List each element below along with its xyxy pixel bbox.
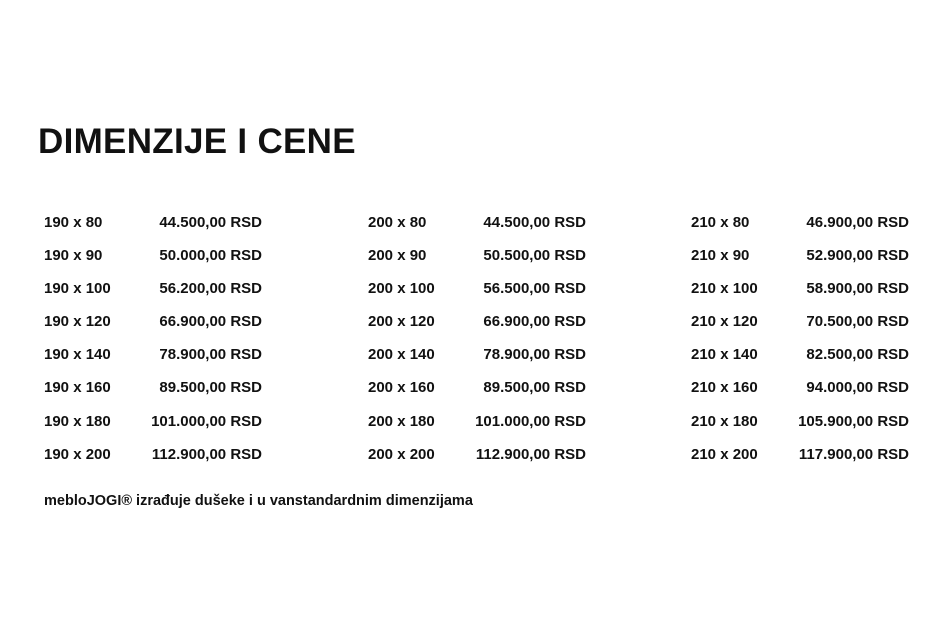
- price-row: [44, 338, 262, 371]
- price-value: 82.500,00 RSD: [806, 346, 909, 364]
- price-row: [691, 338, 909, 371]
- dimension-label: 190 x 140: [44, 346, 111, 364]
- page-title: DIMENZIJE I CENE: [38, 122, 356, 161]
- price-column-200: [368, 206, 586, 471]
- price-row: [44, 305, 262, 338]
- dimension-label: 210 x 160: [691, 379, 758, 397]
- dimension-label: 200 x 200: [368, 445, 435, 463]
- price-column-190: [44, 206, 262, 471]
- price-row: [691, 305, 909, 338]
- dimension-label: 200 x 80: [368, 214, 427, 231]
- price-column-210: [691, 206, 909, 471]
- price-row: [44, 272, 262, 305]
- price-row: [691, 206, 909, 239]
- price-row: [368, 405, 586, 438]
- price-value: 101.000,00 RSD: [151, 412, 262, 430]
- dimension-label: 210 x 140: [691, 346, 758, 364]
- price-value: 50.500,00 RSD: [483, 247, 586, 265]
- price-row: [368, 438, 586, 471]
- dimension-label: 200 x 140: [368, 346, 435, 364]
- price-row: [44, 438, 262, 471]
- dimension-label: 210 x 200: [691, 445, 758, 463]
- price-value: 58.900,00 RSD: [806, 280, 909, 298]
- price-value: 50.000,00 RSD: [159, 247, 262, 265]
- price-row: [44, 239, 262, 272]
- dimension-label: 200 x 100: [368, 280, 435, 298]
- price-row: [691, 272, 909, 305]
- price-row: [368, 239, 586, 272]
- dimension-label: 190 x 90: [44, 247, 103, 265]
- price-value: 112.900,00 RSD: [475, 445, 586, 463]
- price-row: [691, 239, 909, 272]
- price-value: 44.500,00 RSD: [483, 214, 586, 231]
- price-value: 94.000,00 RSD: [806, 379, 909, 397]
- price-value: 56.200,00 RSD: [159, 280, 262, 298]
- price-row: [368, 206, 586, 239]
- price-value: 78.900,00 RSD: [159, 346, 262, 364]
- dimension-label: 190 x 160: [44, 379, 111, 397]
- price-value: 70.500,00 RSD: [806, 313, 909, 331]
- price-value: 89.500,00 RSD: [483, 379, 586, 397]
- dimension-label: 210 x 100: [691, 280, 758, 298]
- price-row: [368, 338, 586, 371]
- dimension-label: 190 x 200: [44, 445, 111, 463]
- dimension-label: 200 x 160: [368, 379, 435, 397]
- dimension-label: 190 x 120: [44, 313, 111, 331]
- price-value: 52.900,00 RSD: [806, 247, 909, 265]
- dimension-label: 210 x 90: [691, 247, 750, 265]
- price-row: [44, 206, 262, 239]
- dimension-label: 200 x 180: [368, 412, 435, 430]
- dimension-label: 190 x 80: [44, 214, 103, 231]
- price-value: 56.500,00 RSD: [483, 280, 586, 298]
- price-value: 66.900,00 RSD: [483, 313, 586, 331]
- price-row: [44, 371, 262, 404]
- price-value: 89.500,00 RSD: [159, 379, 262, 397]
- price-row: [44, 405, 262, 438]
- price-row: [368, 371, 586, 404]
- dimension-label: 190 x 100: [44, 280, 111, 298]
- price-value: 117.900,00 RSD: [798, 445, 909, 463]
- price-value: 46.900,00 RSD: [806, 214, 909, 231]
- dimension-label: 210 x 120: [691, 313, 758, 331]
- price-value: 101.000,00 RSD: [475, 412, 586, 430]
- price-row: [691, 438, 909, 471]
- dimension-label: 210 x 180: [691, 412, 758, 430]
- dimension-label: 210 x 80: [691, 214, 750, 231]
- dimension-label: 190 x 180: [44, 412, 111, 430]
- price-value: 78.900,00 RSD: [483, 346, 586, 364]
- price-row: [691, 371, 909, 404]
- price-value: 44.500,00 RSD: [159, 214, 262, 231]
- dimension-label: 200 x 90: [368, 247, 427, 265]
- price-row: [368, 272, 586, 305]
- custom-dimensions-note: mebloJOGI® izrađuje dušeke i u vanstandardnim dimenzijama: [44, 493, 473, 509]
- price-value: 112.900,00 RSD: [151, 445, 262, 463]
- dimension-label: 200 x 120: [368, 313, 435, 331]
- price-row: [691, 405, 909, 438]
- price-row: [368, 305, 586, 338]
- price-value: 105.900,00 RSD: [798, 412, 909, 430]
- price-value: 66.900,00 RSD: [159, 313, 262, 331]
